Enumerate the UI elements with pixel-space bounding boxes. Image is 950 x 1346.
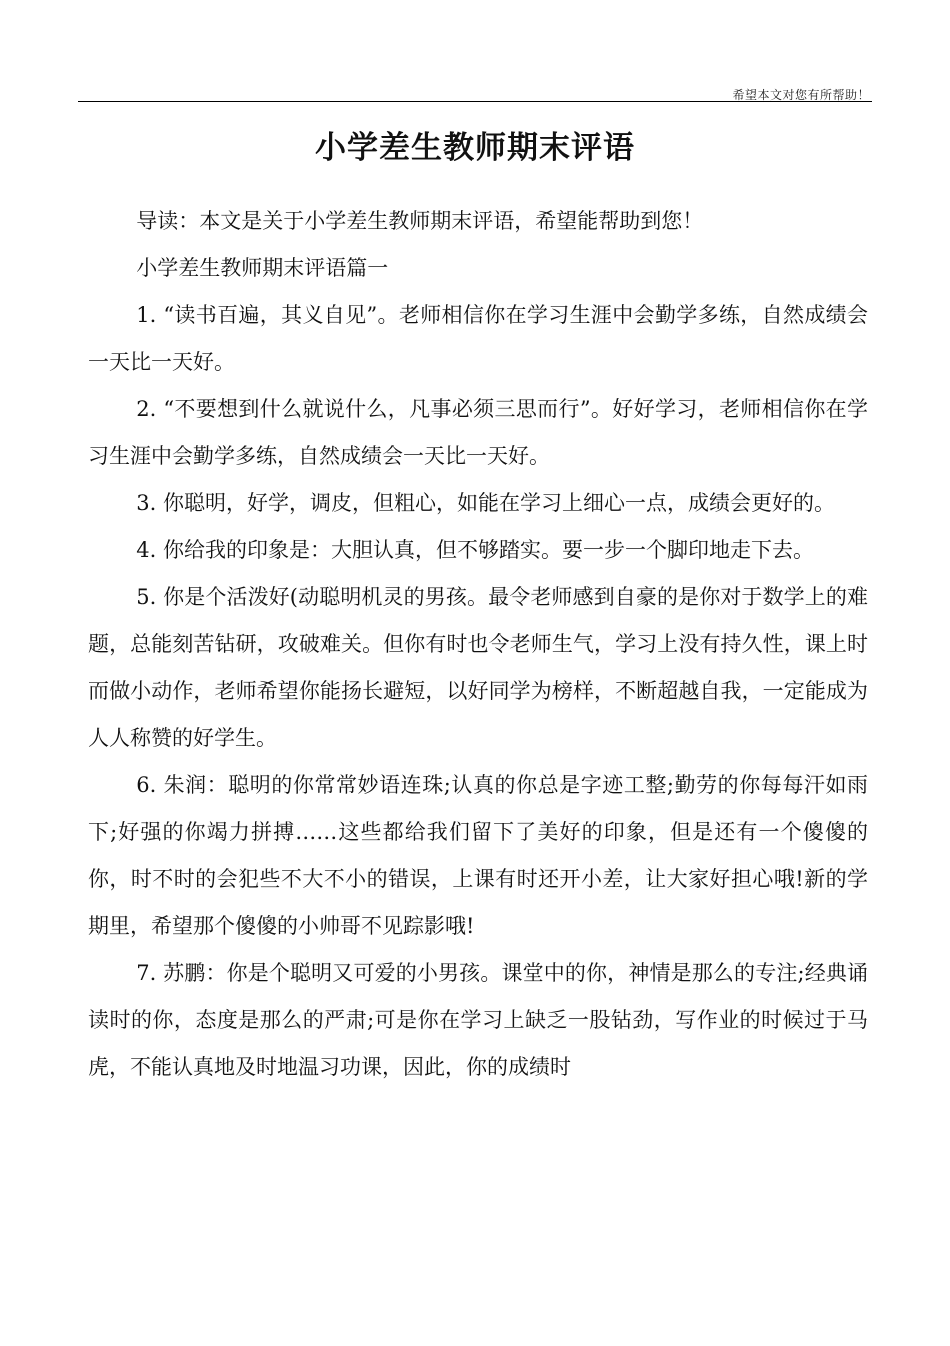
comment-paragraph: 1. “读书百遍，其义自见”。老师相信你在学习生涯中会勤学多练，自然成绩会一天比一天好。 xyxy=(88,303,868,374)
comment-paragraph: 5. 你是个活泼好(动聪明机灵的男孩。最令老师感到自豪的是你对于数学上的难题，总能刻苦钻研，攻破难关。但你有时也令老师生气，学习上没有持久性，课上时而做小动作，老师希望你能扬长避短，以好同学为榜样，不断超越自我，一定能成为人人称赞的好学生。 xyxy=(88,585,868,750)
comment-paragraph: 6. 朱润：聪明的你常常妙语连珠;认真的你总是字迹工整;勤劳的你每每汗如雨下;好强的你竭力拼搏……这些都给我们留下了美好的印象，但是还有一个傻傻的你，时不时的会犯些不大不小的错误，上课有时还开小差，让大家好担心哦!新的学期里，希望那个傻傻的小帅哥不见踪影哦! xyxy=(88,773,868,938)
comment-paragraph: 2. “不要想到什么就说什么，凡事必须三思而行”。好好学习，老师相信你在学习生涯中会勤学多练，自然成绩会一天比一天好。 xyxy=(88,397,868,468)
comment-paragraph: 7. 苏鹏：你是个聪明又可爱的小男孩。课堂中的你，神情是那么的专注;经典诵读时的你，态度是那么的严肃;可是你在学习上缺乏一股钻劲，写作业的时候过于马虎，不能认真地及时地温习功课，因此，你的成绩时 xyxy=(88,961,868,1079)
header-divider xyxy=(78,101,872,102)
intro-paragraph: 导读：本文是关于小学差生教师期末评语，希望能帮助到您！ xyxy=(136,209,704,233)
section-heading: 小学差生教师期末评语篇一 xyxy=(136,256,389,280)
comment-paragraph: 4. 你给我的印象是：大胆认真，但不够踏实。要一步一个脚印地走下去。 xyxy=(136,538,815,562)
comment-paragraph: 3. 你聪明，好学，调皮，但粗心，如能在学习上细心一点，成绩会更好的。 xyxy=(136,491,836,515)
header-note: 希望本文对您有所帮助！ xyxy=(732,88,870,102)
document-title: 小学差生教师期末评语 xyxy=(315,130,635,166)
document-body xyxy=(88,198,868,1091)
